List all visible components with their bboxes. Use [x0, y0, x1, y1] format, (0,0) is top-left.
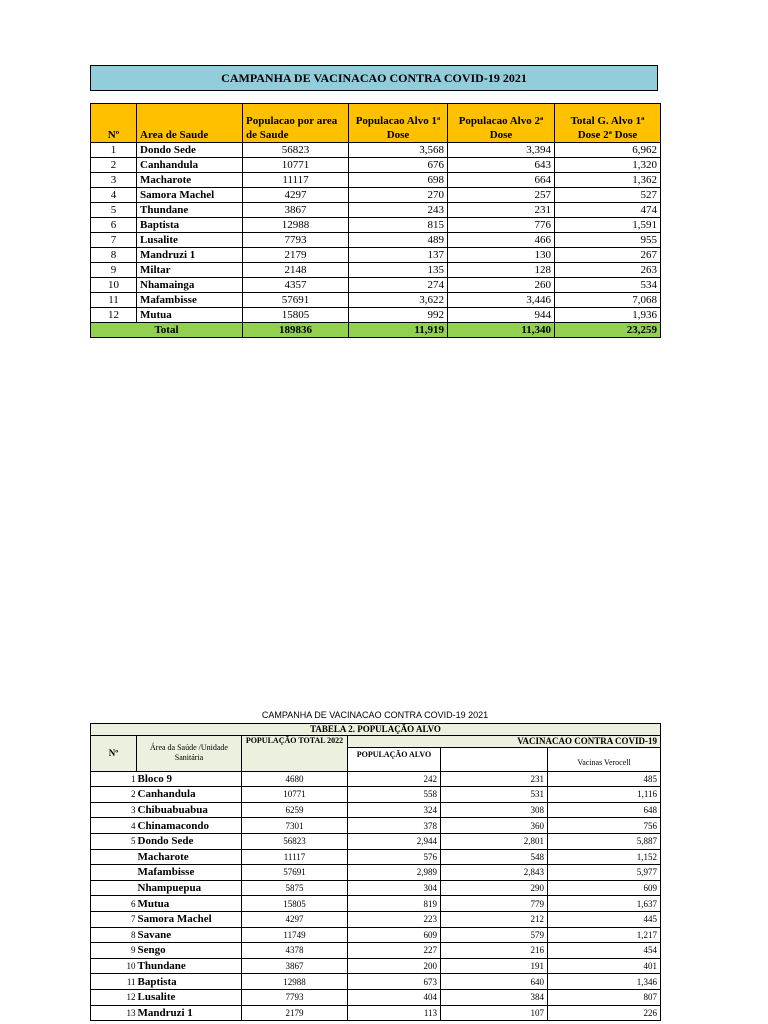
vaccination-value: 231	[441, 771, 548, 787]
total-target: 955	[555, 233, 661, 248]
total-population: 15805	[242, 896, 348, 912]
row-number: 7	[91, 911, 137, 927]
row-number: 3	[91, 173, 137, 188]
dose2-target: 466	[448, 233, 555, 248]
target-population: 223	[348, 911, 441, 927]
row-number: 12	[91, 989, 137, 1005]
table1-header-dose1: Populacao Alvo 1ª Dose	[349, 104, 448, 143]
dose2-target: 643	[448, 158, 555, 173]
verocell-vaccines: 807	[548, 989, 661, 1005]
unit-name: Baptista	[137, 974, 242, 990]
dose2-target: 130	[448, 248, 555, 263]
verocell-vaccines: 454	[548, 943, 661, 959]
verocell-vaccines: 1,637	[548, 896, 661, 912]
target-population: 2,944	[348, 833, 441, 849]
total-target: 1,936	[555, 308, 661, 323]
verocell-vaccines: 226	[548, 1005, 661, 1021]
verocell-vaccines: 756	[548, 818, 661, 834]
table2-row	[91, 958, 661, 974]
table2-header-verocell: Vacinas Verocell	[548, 756, 661, 771]
vaccination-value: 290	[441, 880, 548, 896]
verocell-vaccines: 5,977	[548, 865, 661, 881]
target-population: 576	[348, 849, 441, 865]
dose1-target: 489	[349, 233, 448, 248]
total-target: 1,591	[555, 218, 661, 233]
row-number: 10	[91, 278, 137, 293]
unit-name: Dondo Sede	[137, 833, 242, 849]
unit-name: Sengo	[137, 943, 242, 959]
vaccination-value: 191	[441, 958, 548, 974]
target-population: 673	[348, 974, 441, 990]
dose1-target: 3,568	[349, 143, 448, 158]
table2-row	[91, 911, 661, 927]
row-number: 9	[91, 263, 137, 278]
population: 7793	[243, 233, 349, 248]
verocell-vaccines: 5,887	[548, 833, 661, 849]
table1-header-num: Nº	[91, 104, 137, 143]
area-name: Macharote	[137, 173, 243, 188]
table1-row	[91, 263, 661, 278]
table1-total-dose2: 11,340	[448, 323, 555, 338]
verocell-vaccines: 1,346	[548, 974, 661, 990]
dose1-target: 3,622	[349, 293, 448, 308]
unit-name: Chinamacondo	[137, 818, 242, 834]
area-name: Nhamainga	[137, 278, 243, 293]
vaccination-value: 2,801	[441, 833, 548, 849]
area-name: Mutua	[137, 308, 243, 323]
table2-row	[91, 927, 661, 943]
dose2-target: 128	[448, 263, 555, 278]
area-name: Lusalite	[137, 233, 243, 248]
unit-name: Nhampuepua	[137, 880, 242, 896]
row-number: 8	[91, 927, 137, 943]
table2-header-area: Área da Saúde /Unidade Sanitária	[137, 736, 242, 772]
dose1-target: 815	[349, 218, 448, 233]
total-population: 4297	[242, 911, 348, 927]
dose2-target: 3,446	[448, 293, 555, 308]
area-name: Baptista	[137, 218, 243, 233]
total-target: 534	[555, 278, 661, 293]
population: 4357	[243, 278, 349, 293]
table1-header-row	[91, 104, 661, 143]
row-number: 4	[91, 188, 137, 203]
table2-row	[91, 833, 661, 849]
table2-row	[91, 787, 661, 803]
target-population: 404	[348, 989, 441, 1005]
vaccination-value: 640	[441, 974, 548, 990]
verocell-vaccines: 485	[548, 771, 661, 787]
table1-row	[91, 233, 661, 248]
table2-row	[91, 771, 661, 787]
population: 12988	[243, 218, 349, 233]
vaccination-value: 212	[441, 911, 548, 927]
table2-row	[91, 802, 661, 818]
table2-row	[91, 1005, 661, 1021]
population: 10771	[243, 158, 349, 173]
unit-name: Bloco 9	[137, 771, 242, 787]
population: 56823	[243, 143, 349, 158]
table1-row	[91, 203, 661, 218]
row-number: 7	[91, 233, 137, 248]
table1-row	[91, 188, 661, 203]
area-name: Mafambisse	[137, 293, 243, 308]
dose1-target: 274	[349, 278, 448, 293]
target-population: 558	[348, 787, 441, 803]
vaccination-value: 384	[441, 989, 548, 1005]
row-number: 2	[91, 158, 137, 173]
target-population: 304	[348, 880, 441, 896]
row-number: 11	[91, 974, 137, 990]
verocell-vaccines: 1,217	[548, 927, 661, 943]
table1-header-area: Area de Saude	[137, 104, 243, 143]
total-target: 474	[555, 203, 661, 218]
population: 2148	[243, 263, 349, 278]
area-name: Miltar	[137, 263, 243, 278]
target-population: 242	[348, 771, 441, 787]
row-number: 3	[91, 802, 137, 818]
table1-row	[91, 143, 661, 158]
unit-name: Mandruzi 1	[137, 1005, 242, 1021]
table1-total-dose1: 11,919	[349, 323, 448, 338]
total-population: 5875	[242, 880, 348, 896]
vaccination-value: 579	[441, 927, 548, 943]
unit-name: Savane	[137, 927, 242, 943]
dose2-target: 664	[448, 173, 555, 188]
row-number	[91, 849, 137, 865]
dose2-target: 3,394	[448, 143, 555, 158]
row-number: 10	[91, 958, 137, 974]
unit-name: Chibuabuabua	[137, 802, 242, 818]
verocell-vaccines: 609	[548, 880, 661, 896]
table2-row	[91, 880, 661, 896]
table1-header-dose2: Populacao Alvo 2ª Dose	[448, 104, 555, 143]
table1-title: CAMPANHA DE VACINACAO CONTRA COVID-19 2021	[90, 65, 658, 91]
row-number	[91, 865, 137, 881]
row-number: 5	[91, 203, 137, 218]
table2-row	[91, 818, 661, 834]
total-population: 3867	[242, 958, 348, 974]
dose2-target: 231	[448, 203, 555, 218]
target-population: 2,989	[348, 865, 441, 881]
vaccination-value: 531	[441, 787, 548, 803]
area-name: Canhandula	[137, 158, 243, 173]
row-number: 13	[91, 1005, 137, 1021]
table1-row	[91, 218, 661, 233]
table1-header-pop: Populacao por area de Saude	[243, 104, 349, 143]
vaccination-value: 548	[441, 849, 548, 865]
total-target: 1,362	[555, 173, 661, 188]
dose1-target: 270	[349, 188, 448, 203]
table1-total-total: 23,259	[555, 323, 661, 338]
total-target: 263	[555, 263, 661, 278]
population: 2179	[243, 248, 349, 263]
verocell-vaccines: 648	[548, 802, 661, 818]
vaccination-value: 107	[441, 1005, 548, 1021]
area-name: Dondo Sede	[137, 143, 243, 158]
total-population: 2179	[242, 1005, 348, 1021]
vaccination-value: 216	[441, 943, 548, 959]
dose2-target: 776	[448, 218, 555, 233]
table2-caption: CAMPANHA DE VACINACAO CONTRA COVID-19 2021	[261, 710, 489, 720]
total-population: 57691	[242, 865, 348, 881]
total-population: 4378	[242, 943, 348, 959]
unit-name: Macharote	[137, 849, 242, 865]
dose2-target: 260	[448, 278, 555, 293]
table1-row	[91, 158, 661, 173]
row-number: 8	[91, 248, 137, 263]
row-number: 6	[91, 896, 137, 912]
table2-row	[91, 989, 661, 1005]
table2-header-pop-total: POPULAÇÃO TOTAL 2022	[242, 736, 348, 772]
table2-row	[91, 865, 661, 881]
dose1-target: 676	[349, 158, 448, 173]
total-target: 267	[555, 248, 661, 263]
total-target: 1,320	[555, 158, 661, 173]
target-population: 819	[348, 896, 441, 912]
total-population: 6259	[242, 802, 348, 818]
row-number: 4	[91, 818, 137, 834]
area-name: Mandruzi 1	[137, 248, 243, 263]
table1-total-label: Total	[91, 323, 243, 338]
table2-header-vac-group: VACINACAO CONTRA COVID-19	[348, 736, 661, 748]
row-number: 11	[91, 293, 137, 308]
table2-subtitle: TABELA 2. POPULAÇÃO ALVO	[91, 724, 661, 736]
verocell-vaccines: 401	[548, 958, 661, 974]
verocell-vaccines: 445	[548, 911, 661, 927]
area-name: Thundane	[137, 203, 243, 218]
table2-header-num: Nº	[91, 736, 137, 772]
table1	[90, 103, 661, 338]
total-population: 56823	[242, 833, 348, 849]
population: 15805	[243, 308, 349, 323]
row-number	[91, 880, 137, 896]
target-population: 378	[348, 818, 441, 834]
target-population: 227	[348, 943, 441, 959]
verocell-vaccines: 1,152	[548, 849, 661, 865]
dose2-target: 944	[448, 308, 555, 323]
dose2-target: 257	[448, 188, 555, 203]
table1-row	[91, 248, 661, 263]
total-population: 10771	[242, 787, 348, 803]
unit-name: Mafambisse	[137, 865, 242, 881]
table2-row	[91, 974, 661, 990]
total-population: 7793	[242, 989, 348, 1005]
unit-name: Lusalite	[137, 989, 242, 1005]
total-target: 7,068	[555, 293, 661, 308]
total-target: 6,962	[555, 143, 661, 158]
population: 3867	[243, 203, 349, 218]
table1-row	[91, 308, 661, 323]
unit-name: Mutua	[137, 896, 242, 912]
unit-name: Thundane	[137, 958, 242, 974]
dose1-target: 243	[349, 203, 448, 218]
dose1-target: 992	[349, 308, 448, 323]
dose1-target: 698	[349, 173, 448, 188]
target-population: 113	[348, 1005, 441, 1021]
vaccination-value: 2,843	[441, 865, 548, 881]
total-target: 527	[555, 188, 661, 203]
table1-row	[91, 293, 661, 308]
unit-name: Canhandula	[137, 787, 242, 803]
dose1-target: 135	[349, 263, 448, 278]
table1-total-pop: 189836	[243, 323, 349, 338]
unit-name: Samora Machel	[137, 911, 242, 927]
vaccination-value: 779	[441, 896, 548, 912]
row-number: 1	[91, 143, 137, 158]
row-number: 6	[91, 218, 137, 233]
verocell-vaccines: 1,116	[548, 787, 661, 803]
total-population: 11117	[242, 849, 348, 865]
target-population: 609	[348, 927, 441, 943]
row-number: 1	[91, 771, 137, 787]
table2-header-empty	[441, 748, 548, 772]
population: 57691	[243, 293, 349, 308]
total-population: 7301	[242, 818, 348, 834]
population: 11117	[243, 173, 349, 188]
dose1-target: 137	[349, 248, 448, 263]
table1-row	[91, 173, 661, 188]
table2-header-pop-alvo: POPULAÇÃO ALVO	[348, 748, 441, 772]
table2-row	[91, 943, 661, 959]
area-name: Samora Machel	[137, 188, 243, 203]
table1-header-total: Total G. Alvo 1ª Dose 2ª Dose	[555, 104, 661, 143]
vaccination-value: 308	[441, 802, 548, 818]
total-population: 12988	[242, 974, 348, 990]
table2-row	[91, 849, 661, 865]
row-number: 12	[91, 308, 137, 323]
table1-row	[91, 278, 661, 293]
table2	[90, 723, 661, 1021]
population: 4297	[243, 188, 349, 203]
table1-total-row	[91, 323, 661, 338]
table2-row	[91, 896, 661, 912]
total-population: 4680	[242, 771, 348, 787]
row-number: 5	[91, 833, 137, 849]
target-population: 324	[348, 802, 441, 818]
row-number: 9	[91, 943, 137, 959]
total-population: 11749	[242, 927, 348, 943]
target-population: 200	[348, 958, 441, 974]
row-number: 2	[91, 787, 137, 803]
vaccination-value: 360	[441, 818, 548, 834]
